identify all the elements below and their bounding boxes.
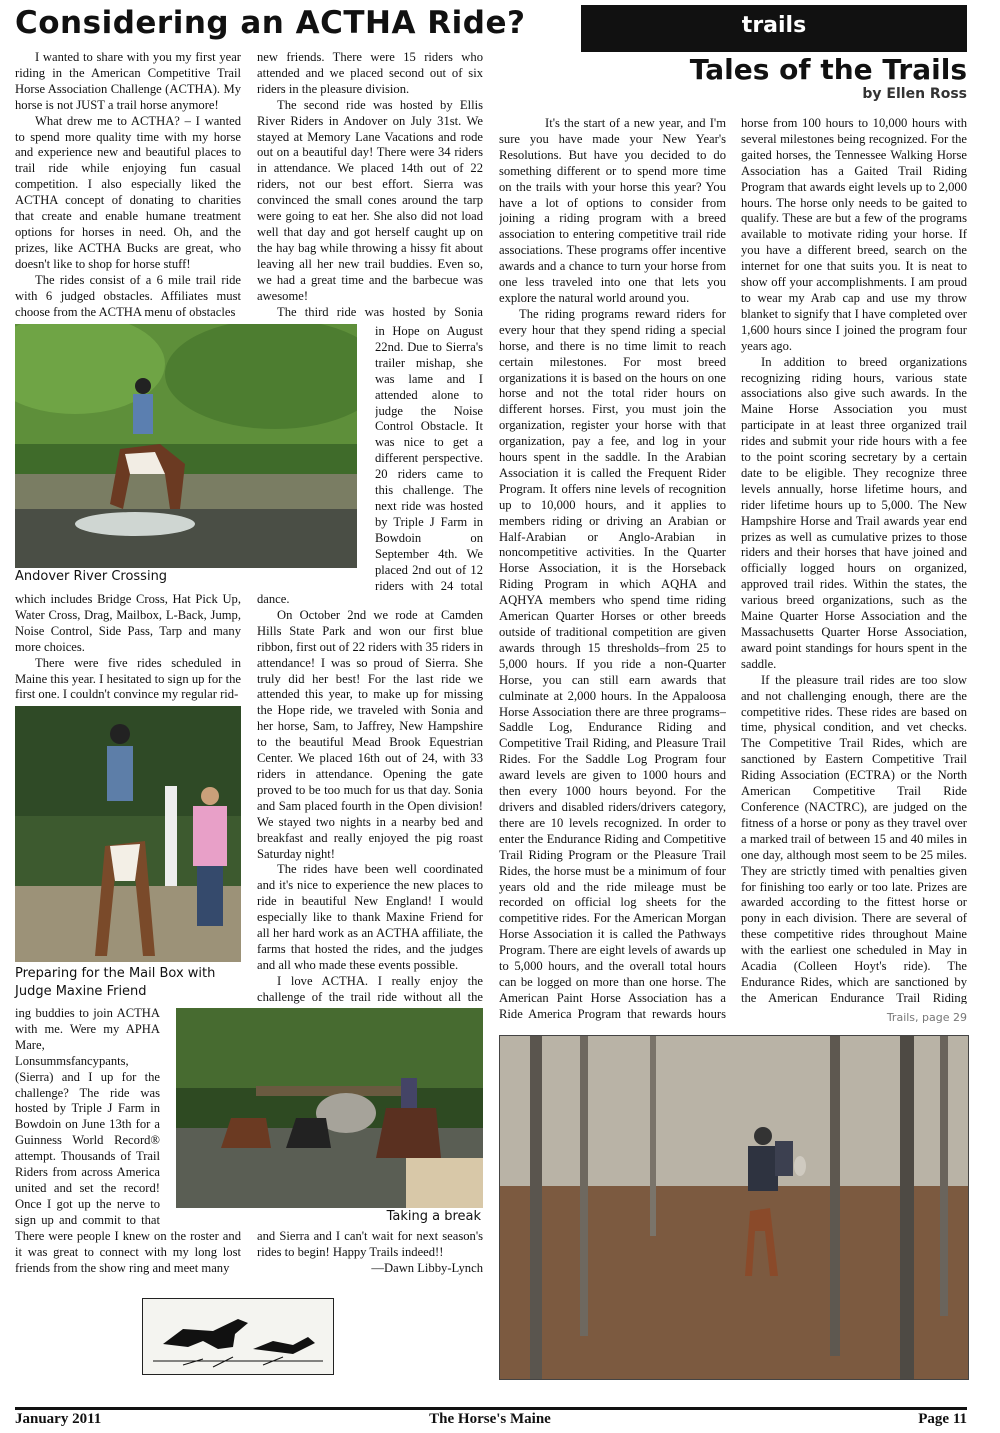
col1-bottom-wrap [15, 1006, 160, 1228]
paragraph: in Hope on August 22nd. Due to Sierra's trailer mishap, she was lame and I attended alone to judge the Noise Control Obstacle. It was nice to get a different perspective. 20 riders came to this challenge. The next ride was hosted by Triple J Farm in Bowdoin on September 4th. We placed 2nd out of 12 riders with 24 total [375, 324, 483, 593]
paragraph: There were people I knew on the roster and it was great to connect with my long lost friends from the show ring and meet many [15, 1229, 241, 1275]
paragraph: The third ride was hosted by Sonia [277, 304, 483, 319]
paragraph: On October 2nd we rode at Camden Hills State Park and won our first blue ribbon, first out of 22 riders with 35 riders in attendance! I was so proud of Sierra. She truly did her best! For the last ride we attended this year, to make up for missing the Hope ride, we traveled with Sonia and her horse, Sam, to Jaffrey, New Hampshire to the beautiful Mead Brook Equestrian Center. We placed 16th out of 24, with 33 riders in attendance. Opening the gate proved to be too much for us that day. Sonia and Sam placed fourth in the Open division! We stayed two nights in a nearby bed and breakfast and really enjoyed the pig roast Saturday night! [257, 607, 483, 861]
paragraph: The second ride was hosted by Ellis River Riders in Andover on July 31st. We stayed at Memory Lane Vacations and rode out on a beautiful day! There were 34 riders in attendance. We placed 14th out of 22 riders, not our best effort. Sierra was convinced the small cones around the tarp were going to eat her. She also did not load well that day and got herself caught up on the hay bag while throwing a hissy fit about leaving all her new trail buddies. Even so, we had a great time and the barbecue was awesome! [257, 97, 483, 303]
paragraph: I love ACTHA. I really enjoy the challenge of the trail ride without all the [257, 973, 483, 1004]
paragraph: dance. [257, 592, 290, 606]
col3 [499, 116, 726, 1021]
paragraph: If the pleasure trail rides are too slow and not challenging enough, there are the competitive rides. These rides are based on time, physical condition, and vet checks. The Competitive Trail Rides, which are sanctioned by Eastern Competitive Trail Riding Association (ECTRA) or the North American Competitive Trail Ride Conference (NACTRC), are judged on the fitness of a horse or pony as they travel over a marked trail of between 15 and 40 miles in one day, although most seem to be 25 miles. They are strictly timed with penalties given for finishing too early or too late. Prizes are awarded according to the fittest horse or pony in each division. There are several of these competitive rides throughout Maine with the earliest one scheduled in May in Acadia (Colleen Hoyt's ride). The Endurance Rides, which are sanctioned by the American Endurance Trail Riding [741, 672, 967, 1004]
col2-mid [257, 592, 483, 1004]
photo-mailbox [15, 706, 241, 962]
col1-mid [15, 592, 241, 702]
paragraph: new friends. There were 15 riders who attended and we placed second out of six riders in the pleasure division. [257, 50, 483, 96]
caption-river: Andover River Crossing [15, 569, 168, 584]
paragraph: horse from 100 hours to 10,000 hours with several milestones being recognized. For the gaited horses, the Tennessee Walking Horse Association has a Gaited Trail Riding Program that awards eight levels up to 2,000 hours. The horse only needs to be gaited to qualify. These are but a few of the programs available to motivate riding your horse. If you have a different breed, search on the internet for one that suits you. It is neat to show off your accomplishments. I am proud to wear my Arab cap and use my throw blanket to signify that I have completed over 1,600 hours since I joined the program four years ago. [741, 116, 967, 353]
paragraph: The rides have been well coordinated and it's nice to experience the new places to ride in beautiful New England! I would especially like to thank Maxine Friend for all her hard work as an ACTHA affiliate, the farms that hosted the rides, and the judges and all who made these events possible. [257, 862, 483, 972]
paragraph: and Sierra and I can't wait for next season's rides to begin! Happy Trails indeed!! [257, 1229, 483, 1259]
caption-break: Taking a break [386, 1209, 481, 1224]
paragraph: What drew me to ACTHA? – I wanted to spend more quality time with my horse and experience new and beautiful places to trail ride while enjoying fun casual competition. I also especially liked the ACTHA concept of donating to charities that create and enable humane treatment options for horses in need. Oh, and the prizes, like ACTHA Bucks are great, who doesn't like to shop for horse stuff! [15, 113, 241, 271]
col2-top [257, 50, 483, 322]
right-headline: Tales of the Trails [689, 53, 967, 86]
footer-rule [15, 1407, 967, 1410]
paragraph: In addition to breed organizations recognizing riding hours, various state associations also give such awards. In the Maine Horse Association you must participate in at least three organized trail rides and submit your ride hours with a fee to the point scoring secretary by a certain date to be eligible. They recognize three levels annually, horse lifetime hours, and rider lifetime hours up to 5,000. The New Hampshire Horse and Trail awards year end prizes as well as cumulative prizes to those riders and their horses that have joined and officially logged hours on organized, approved trail rides. Within the states, the various breed organizations, such as the Maine Quarter Horse Association and the Massachusetts Quarter Horse Association, award point standings for hours spent in the saddle. [741, 354, 967, 671]
section-label: trails [741, 13, 807, 38]
photo-river-crossing [15, 324, 357, 568]
paragraph: ing buddies to join ACTHA with me. Were my APHA Mare, Lonsummsfancypants, (Sierra) and I up for the challenge? The ride was hosted by Triple J Farm in Bowdoin on June 13th for a Guinness World Record® attempt. Thousands of Trail Riders from across America united and set the record! Once I got up the nerve to sign up and commit to that [15, 1006, 160, 1227]
col4 [741, 116, 967, 1004]
left-headline: Considering an ACTHA Ride? [15, 5, 526, 41]
signature: —Dawn Libby-Lynch [371, 1260, 483, 1275]
photo-taking-a-break [176, 1008, 483, 1208]
paragraph: The rides consist of a 6 mile trail ride with 6 judged obstacles. Affiliates must choose from the ACTHA menu of obstacles [15, 272, 241, 319]
byline: by Ellen Ross [862, 86, 967, 102]
photo-forest-trail [499, 1035, 969, 1380]
footer-page-number: Page 11 [918, 1411, 967, 1427]
paragraph: There were five rides scheduled in Maine this year. I hesitated to sign up for the first one. I couldn't convince my regular rid- [15, 655, 241, 702]
paragraph: I wanted to share with you my first year riding in the American Competitive Trail Horse Association Challenge (ACTHA). My horse is not JUST a trail horse anymore! [15, 50, 241, 112]
section-banner [581, 5, 967, 52]
paragraph: which includes Bridge Cross, Hat Pick Up, Water Cross, Drag, Mailbox, L-Back, Jump, Noise Control, Side Pass, Tarp and many more choices. [15, 592, 241, 654]
col2-wrap [375, 324, 483, 594]
footer-publication: The Horse's Maine [429, 1411, 551, 1427]
footer-date: January 2011 [15, 1411, 102, 1427]
col2-end [257, 1229, 483, 1281]
horse-illustration [142, 1298, 334, 1375]
caption-mailbox: Preparing for the Mail Box with Judge Maxine Friend [15, 966, 216, 999]
col1-top [15, 50, 241, 320]
col1-bottom-full [15, 1229, 241, 1279]
continued-note: Trails, page 29 [886, 1011, 967, 1024]
paragraph: It's the start of a new year, and I'm sure you have made your New Year's Resolutions. But have you decided to do something different or to spend more time on the trails with your horse this year? You have a lot of options to consider from joining a riding program with a breed association to entering competitive trail ride associations. These programs offer incentive awards and a chance to turn your horse from one less traveled into one that lets you explore the natural world around you. [499, 116, 726, 305]
paragraph: The riding programs reward riders for every hour that they spend riding a special horse, and there is no time limit to reach certain milestones. For most breed organizations it is based on the hours on one horse and not the total rider hours on different horses. First, you must join the organization, register your horse with that organization, pay a fee, and log in your hours spent in the saddle. In the Arabian Association it is called the Frequent Rider Program. It offers nine levels of recognition up to 10,000 hours, and it applies to members riding or driving an Arabian or Half-Arabian or Anglo-Arabian in noncompetitive activities. In the Quarter Horse Association, it is the Horseback Riding Program in which AQHA and AQHYA members who spend time riding American Quarter Horses or other breeds outside of traditional competition are given awards through 15 thresholds–from 25 to 5,000 hours. If you ride a non-Quarter Horse, you can still earn awards that culminate at 2,000 hours. In the Appaloosa Horse Association there are three programs–Saddle Log, Endurance Riding and Competitive Trail Riding, and Pleasure Trail Rides. For the Saddle Log Program four award levels are given to 1000 hours and then every 1000 hours beyond. For the drivers and disabled riders/drivers category, there are 10 levels recognized. In order to enter the Endurance Riding and Competitive Trail Riding Program or the Pleasure Trail Rides, the horse must be a minimum of four years old and the ride mileage must be recorded on official log sheets for the competitive rides. For the American Morgan Horse Association it is called the Pathways Program. There are eight levels of awards up to 5,000 hours, and the overall total hours can be logged on more than one horse. The American Paint Horse Association has a Ride America Program that rewards hours [499, 306, 726, 1021]
